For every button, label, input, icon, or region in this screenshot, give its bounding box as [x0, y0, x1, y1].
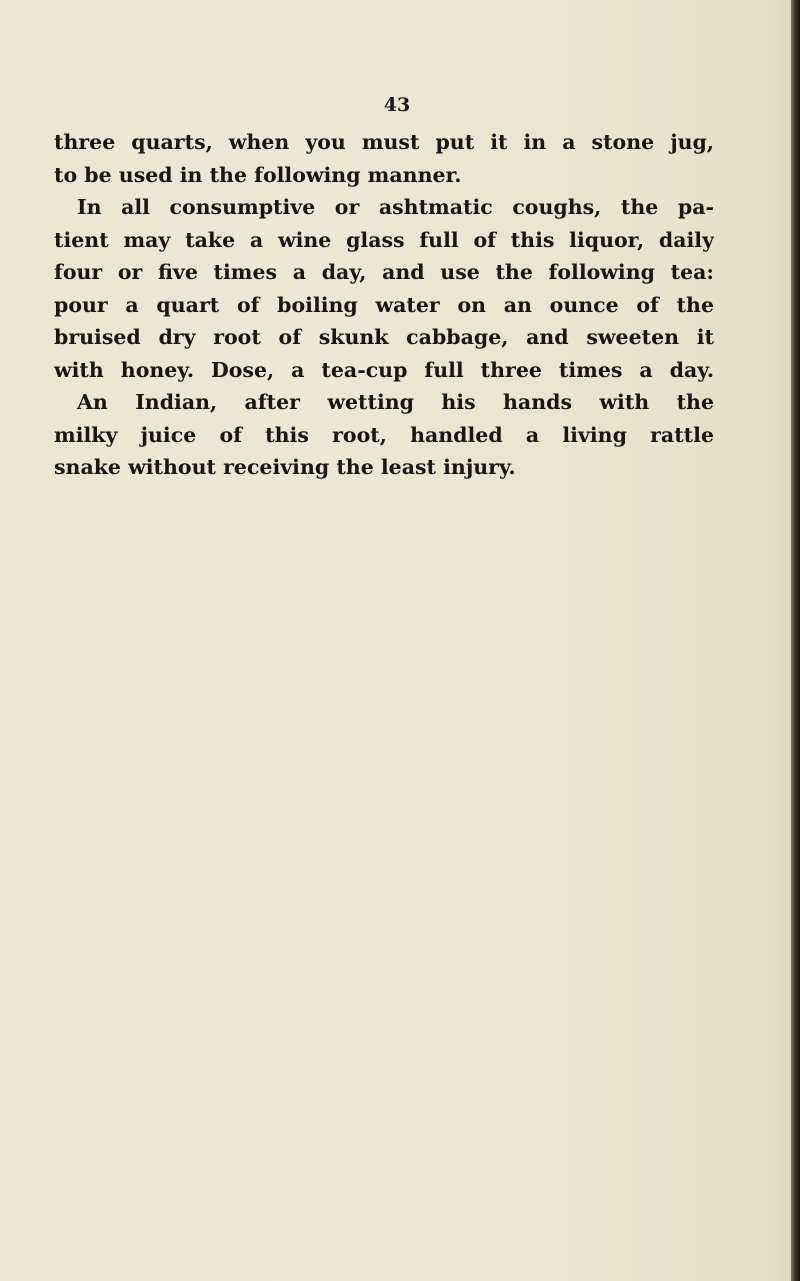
text-line: pour a quart of boiling water on an ounce of the — [54, 292, 714, 317]
text-line: to be used in the following manner. — [54, 162, 462, 187]
text-line: In all consumptive or ashtmatic coughs, the pa- — [77, 195, 714, 219]
text-line: milky juice of this root, handled a living rattle — [54, 422, 714, 447]
page-edge-shadow — [791, 0, 800, 1281]
text-line: four or five times a day, and use the following tea: — [54, 260, 714, 284]
body-text — [54, 126, 714, 484]
text-line: tient may take a wine glass full of this liquor, daily — [54, 227, 714, 252]
text-line: An Indian, after wetting his hands with the — [77, 390, 714, 414]
show-through-texture — [140, 585, 660, 1245]
page-number: 43 — [383, 94, 411, 116]
text-line: bruised dry root of skunk cabbage, and sweeten it — [54, 325, 714, 349]
text-line: three quarts, when you must put it in a stone jug, — [54, 130, 714, 154]
text-line: with honey. Dose, a tea-cup full three times a day. — [54, 357, 714, 382]
text-line: snake without receiving the least injury. — [54, 455, 516, 479]
